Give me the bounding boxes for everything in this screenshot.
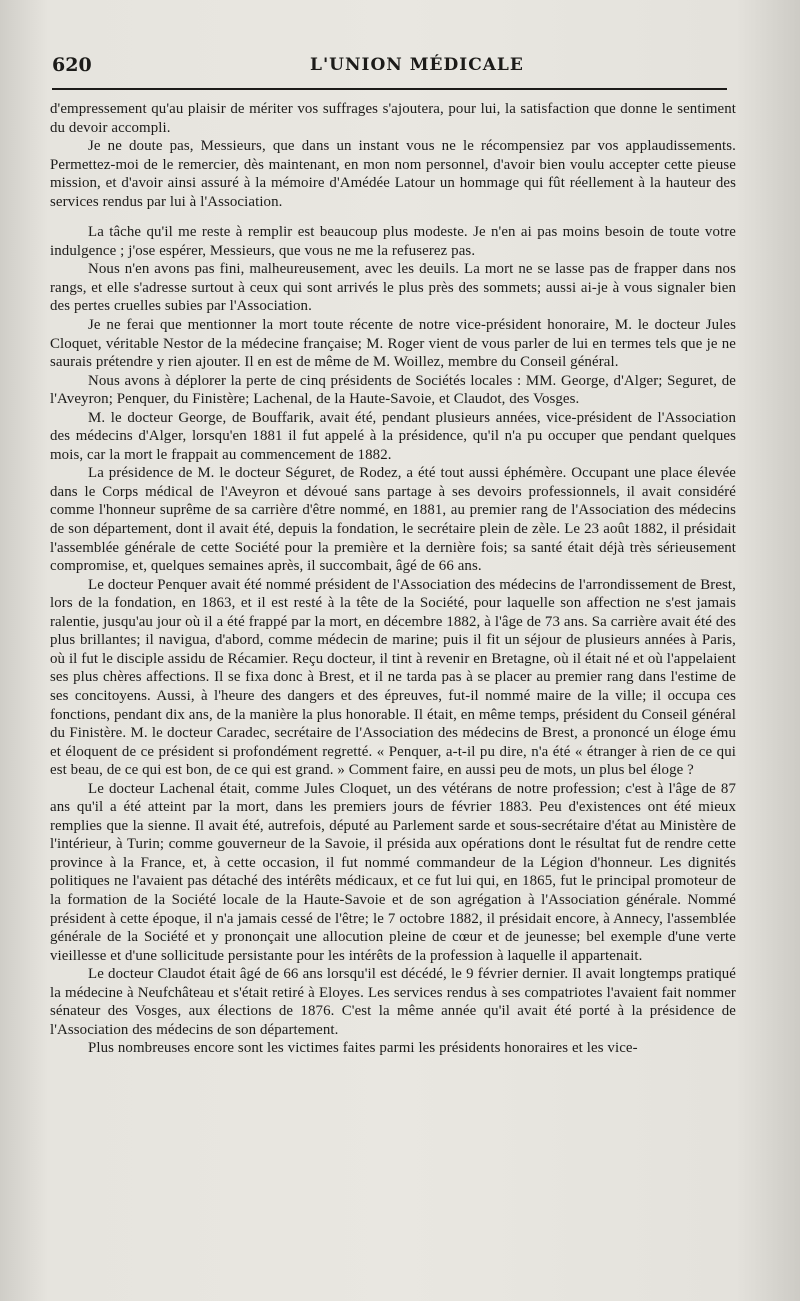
paragraph: Je ne doute pas, Messieurs, que dans un instant vous ne le récompensiez par vos applaudissements. Permettez-moi de le remercier, dès maintenant, en mon nom personnel, d'avoir bien voulu accepter cette pieuse mission, et d'avoir ainsi assuré à la mémoire d'Amédée Latour un hommage qui fût réellement à la hauteur des services rendus par lui à l'Association. (50, 138, 736, 210)
paragraph: M. le docteur George, de Bouffarik, avait été, pendant plusieurs années, vice-président de l'Association des médecins d'Alger, lorsqu'en 1881 il fut appelé à la présidence, qu'il n'a pu occuper que pendant quelques mois, car la mort le frappait au commencement de 1882. (50, 409, 736, 463)
paragraph: Nous n'en avons pas fini, malheureusement, avec les deuils. La mort ne se lasse pas de frapper dans nos rangs, et elle s'adresse surtout à ceux qui sont arrivés le plus près des sommets; aussi ai-je à vous signaler bien des pertes cruelles subies par l'Association. (50, 261, 736, 315)
paragraph: La tâche qu'il me reste à remplir est beaucoup plus modeste. Je n'en ai pas moins besoin de toute votre indulgence ; j'ose espérer, Messieurs, que vous ne me la refuserez pas. (50, 224, 736, 259)
paragraph: Le docteur Lachenal était, comme Jules Cloquet, un des vétérans de notre profession; c'est à l'âge de 87 ans qu'il a été atteint par la mort, dans les premiers jours de février 1883. Peu d'existences ont été mieux remplies que la sienne. Il avait été, autrefois, député au Parlement sarde et sous-secrétaire d'état au Ministère de l'intérieur, à Turin; comme gouverneur de la Savoie, il présida aux opérations dont le résultat fut de rendre cette province à la France, et, à cette occasion, il fut nommé commandeur de la Légion d'honneur. Les dignités politiques ne l'avaient pas détaché des intérêts médicaux, et ce fut lui qui, en 1865, fut le principal promoteur de la formation de la Société locale de la Haute-Savoie et de son agrégation à l'Association générale. Nommé président à cette époque, il n'a jamais cessé de l'être; le 7 octobre 1882, il présidait encore, à Annecy, l'assemblée générale de la Société et y prononçait une allocution pleine de cœur et de jeunesse; bel exemple d'une verte vieillesse et d'une sollicitude persistante pour les intérêts de la profession à laquelle il appartenait. (50, 780, 736, 964)
paragraph: Je ne ferai que mentionner la mort toute récente de notre vice-président honoraire, M. le docteur Jules Cloquet, véritable Nestor de la médecine française; M. Roger vient de vous parler de lui en termes tels que je ne saurais prétendre y rien ajouter. Il en est de même de M. Woillez, membre du Conseil général. (50, 317, 736, 371)
journal-title: L'UNION MÉDICALE (310, 55, 524, 75)
page-number: 620 (52, 54, 92, 76)
header-rule (52, 88, 727, 90)
paragraph: Le docteur Penquer avait été nommé président de l'Association des médecins de l'arrondissement de Brest, lors de la fondation, en 1863, et il est resté à la tête de la Société, pour laquelle son affection ne s'est jamais ralentie, jusqu'au jour où il a été frappé par la mort, en décembre 1882, à l'âge de 73 ans. Sa carrière avait été des plus brillantes; il navigua, d'abord, comme médecin de marine; puis il fit un séjour de plusieurs années à Paris, où il fut le disciple assidu de Récamier. Reçu docteur, il tint à revenir en Bretagne, où il était né et où l'appelaient ses plus chères affections. Il se fixa donc à Brest, et il ne tarda pas à se placer au premier rang dans l'estime de ses concitoyens. Aussi, à l'heure des dangers et des épreuves, fut-il nommé maire de la ville; il occupa ces fonctions, pendant dix ans, de la manière la plus honorable. Il était, en même temps, président du Conseil général du Finistère. M. le docteur Caradec, secrétaire de l'Association des médecins de Brest, a prononcé un éloge ému et éloquent de ce président si profondément regretté. « Penquer, a-t-il pu dire, n'a été « étranger à rien de ce qui est beau, de ce qui est bon, de ce qui est grand. » Comment faire, en aussi peu de mots, un plus bel éloge ? (50, 576, 736, 779)
paragraph: Plus nombreuses encore sont les victimes faites parmi les présidents honoraires et les vice- (88, 1040, 638, 1057)
paragraph: d'empressement qu'au plaisir de mériter vos suffrages s'ajoutera, pour lui, la satisfaction que donne le sentiment du devoir accompli. (50, 101, 736, 136)
paragraph: Le docteur Claudot était âgé de 66 ans lorsqu'il est décédé, le 9 février dernier. Il avait longtemps pratiqué la médecine à Neufchâteau et s'était retiré à Eloyes. Les services rendus à ses compatriotes l'avaient fait nommer sénateur des Vosges, aux élections de 1876. C'est la même année qu'il avait été porté à la présidence de l'Association des médecins de son département. (50, 966, 736, 1038)
paragraph: La présidence de M. le docteur Séguret, de Rodez, a été tout aussi éphémère. Occupant une place élevée dans le Corps médical de l'Aveyron et dévoué sans partage à ses devoirs professionnels, il avait considéré comme l'honneur suprême de sa carrière d'être nommé, en 1881, au premier rang de l'Association des médecins de son département, dont il avait été, depuis la fondation, le secrétaire plein de zèle. Le 23 août 1882, il présidait l'assemblée générale de cette Société pour la première et la dernière fois; sa santé était déjà très sérieusement compromise, et, quelques semaines après, il succombait, âgé de 66 ans. (50, 465, 736, 575)
running-head (52, 54, 750, 78)
article-body (50, 100, 736, 1058)
paragraph: Nous avons à déplorer la perte de cinq présidents de Sociétés locales : MM. George, d'Alger; Seguret, de l'Aveyron; Penquer, du Finistère; Lachenal, de la Haute-Savoie, et Claudot, des Vosges. (50, 372, 736, 408)
